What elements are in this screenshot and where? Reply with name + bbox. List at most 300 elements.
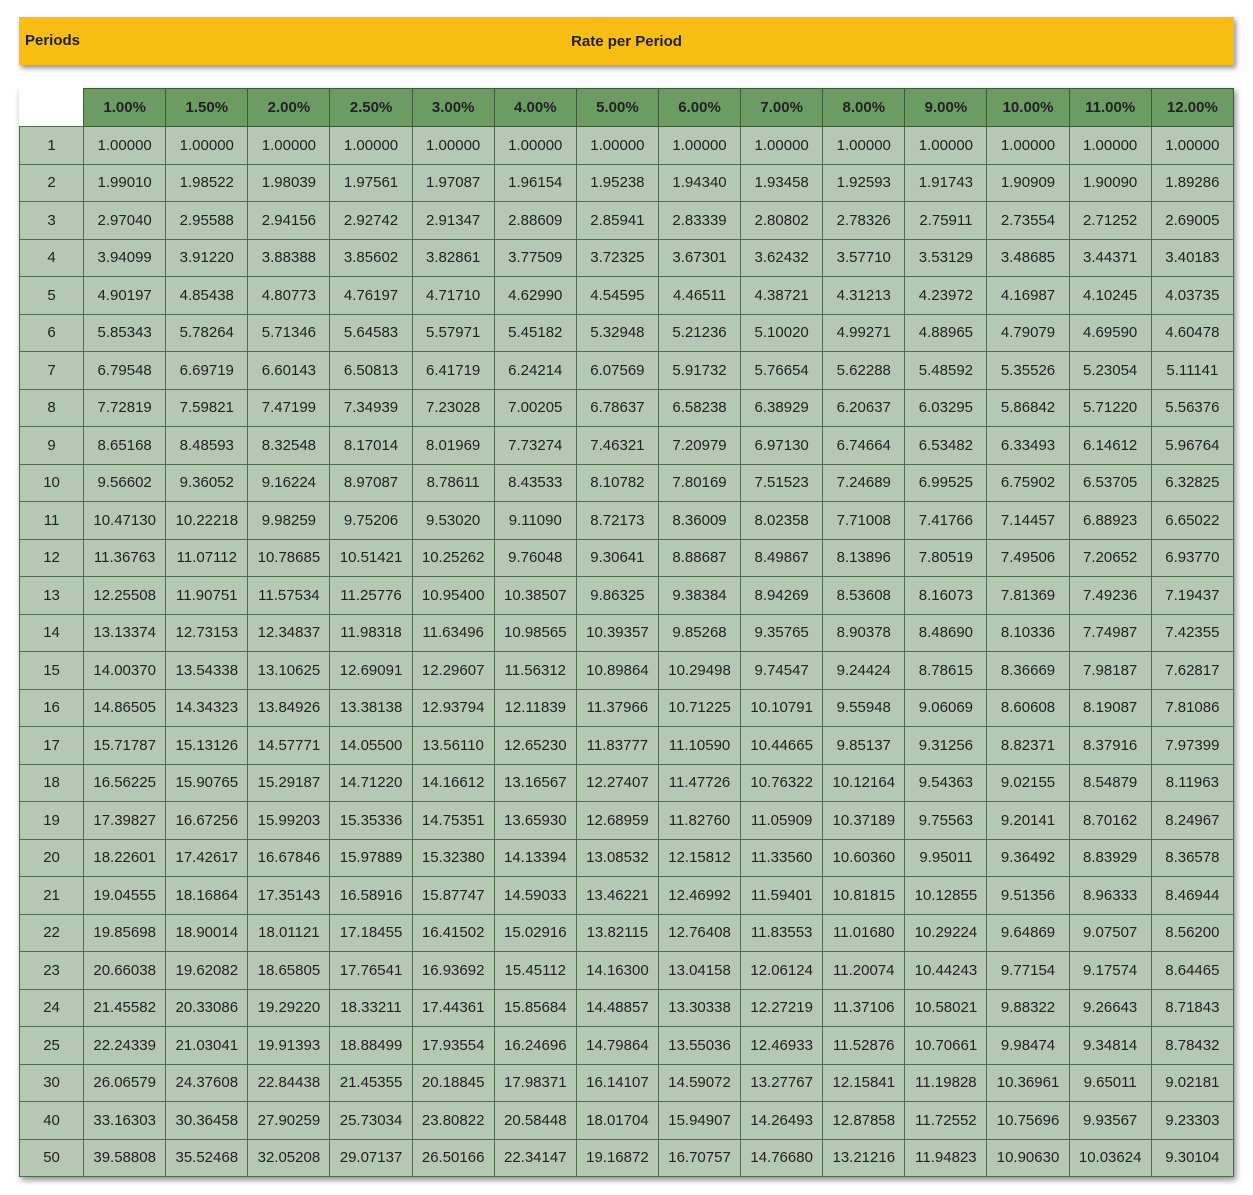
factor-cell: 1.97561	[330, 164, 412, 202]
factor-cell: 5.35526	[987, 352, 1069, 390]
factor-cell: 11.25776	[330, 577, 412, 615]
annuity-table	[19, 88, 1234, 1177]
rate-header-cell: 8.00%	[823, 89, 905, 127]
factor-cell: 10.78685	[248, 539, 330, 577]
factor-cell: 9.55948	[823, 689, 905, 727]
factor-cell: 8.78615	[905, 652, 987, 690]
factor-cell: 7.81086	[1151, 689, 1233, 727]
factor-cell: 9.35765	[741, 614, 823, 652]
factor-cell: 6.53482	[905, 427, 987, 465]
factor-cell: 9.02155	[987, 764, 1069, 802]
factor-cell: 7.49236	[1069, 577, 1151, 615]
factor-cell: 18.22601	[84, 839, 166, 877]
factor-cell: 6.07569	[576, 352, 658, 390]
factor-cell: 20.33086	[166, 989, 248, 1027]
factor-cell: 11.37106	[823, 989, 905, 1027]
factor-cell: 1.00000	[658, 127, 740, 165]
factor-cell: 18.90014	[166, 914, 248, 952]
factor-cell: 4.03735	[1151, 277, 1233, 315]
factor-cell: 9.85268	[658, 614, 740, 652]
factor-cell: 5.23054	[1069, 352, 1151, 390]
factor-cell: 19.16872	[576, 1139, 658, 1177]
factor-cell: 7.46321	[576, 427, 658, 465]
factor-cell: 1.95238	[576, 164, 658, 202]
factor-cell: 3.77509	[494, 239, 576, 277]
factor-cell: 2.88609	[494, 202, 576, 240]
factor-cell: 7.42355	[1151, 614, 1233, 652]
rate-header-cell: 6.00%	[658, 89, 740, 127]
factor-cell: 1.93458	[741, 164, 823, 202]
factor-cell: 9.06069	[905, 689, 987, 727]
period-cell: 22	[20, 914, 84, 952]
period-cell: 8	[20, 389, 84, 427]
factor-cell: 1.94340	[658, 164, 740, 202]
factor-cell: 1.97087	[412, 164, 494, 202]
factor-cell: 11.83777	[576, 727, 658, 765]
factor-cell: 1.00000	[330, 127, 412, 165]
factor-cell: 13.08532	[576, 839, 658, 877]
factor-cell: 6.38929	[741, 389, 823, 427]
factor-cell: 1.00000	[1069, 127, 1151, 165]
factor-cell: 7.34939	[330, 389, 412, 427]
factor-cell: 9.17574	[1069, 952, 1151, 990]
factor-cell: 10.70661	[905, 1027, 987, 1065]
table-row	[20, 727, 1234, 765]
factor-cell: 15.97889	[330, 839, 412, 877]
factor-cell: 17.98371	[494, 1064, 576, 1102]
factor-cell: 9.36492	[987, 839, 1069, 877]
factor-cell: 18.65805	[248, 952, 330, 990]
factor-cell: 15.87747	[412, 877, 494, 915]
factor-cell: 12.15841	[823, 1064, 905, 1102]
table-row	[20, 689, 1234, 727]
factor-cell: 3.72325	[576, 239, 658, 277]
factor-cell: 7.81369	[987, 577, 1069, 615]
factor-cell: 30.36458	[166, 1102, 248, 1140]
factor-cell: 12.27407	[576, 764, 658, 802]
factor-cell: 10.75696	[987, 1102, 1069, 1140]
factor-cell: 6.97130	[741, 427, 823, 465]
factor-cell: 18.88499	[330, 1027, 412, 1065]
factor-cell: 4.60478	[1151, 314, 1233, 352]
factor-cell: 5.62288	[823, 352, 905, 390]
factor-cell: 7.98187	[1069, 652, 1151, 690]
factor-cell: 16.93692	[412, 952, 494, 990]
factor-cell: 3.85602	[330, 239, 412, 277]
factor-cell: 4.99271	[823, 314, 905, 352]
table-row	[20, 577, 1234, 615]
factor-cell: 1.90090	[1069, 164, 1151, 202]
factor-cell: 8.54879	[1069, 764, 1151, 802]
factor-cell: 17.76541	[330, 952, 412, 990]
period-cell: 9	[20, 427, 84, 465]
factor-cell: 2.71252	[1069, 202, 1151, 240]
period-cell: 20	[20, 839, 84, 877]
factor-cell: 13.84926	[248, 689, 330, 727]
factor-cell: 7.51523	[741, 464, 823, 502]
factor-cell: 1.96154	[494, 164, 576, 202]
factor-cell: 15.71787	[84, 727, 166, 765]
factor-cell: 12.68959	[576, 802, 658, 840]
period-cell: 24	[20, 989, 84, 1027]
factor-cell: 14.59033	[494, 877, 576, 915]
table-row	[20, 652, 1234, 690]
factor-cell: 13.38138	[330, 689, 412, 727]
factor-cell: 5.10020	[741, 314, 823, 352]
period-cell: 30	[20, 1064, 84, 1102]
factor-cell: 2.92742	[330, 202, 412, 240]
factor-cell: 11.83553	[741, 914, 823, 952]
factor-cell: 8.01969	[412, 427, 494, 465]
factor-cell: 13.56110	[412, 727, 494, 765]
factor-cell: 8.37916	[1069, 727, 1151, 765]
factor-cell: 14.34323	[166, 689, 248, 727]
factor-cell: 8.43533	[494, 464, 576, 502]
factor-cell: 2.73554	[987, 202, 1069, 240]
factor-cell: 14.71220	[330, 764, 412, 802]
table-row	[20, 539, 1234, 577]
factor-cell: 2.95588	[166, 202, 248, 240]
factor-cell: 8.78611	[412, 464, 494, 502]
factor-cell: 9.76048	[494, 539, 576, 577]
factor-cell: 15.94907	[658, 1102, 740, 1140]
factor-cell: 1.00000	[1151, 127, 1233, 165]
factor-cell: 9.38384	[658, 577, 740, 615]
factor-cell: 6.03295	[905, 389, 987, 427]
factor-cell: 14.13394	[494, 839, 576, 877]
factor-cell: 7.20979	[658, 427, 740, 465]
factor-cell: 3.53129	[905, 239, 987, 277]
factor-cell: 15.32380	[412, 839, 494, 877]
factor-cell: 12.46933	[741, 1027, 823, 1065]
factor-cell: 5.78264	[166, 314, 248, 352]
factor-cell: 13.46221	[576, 877, 658, 915]
rate-header-cell: 7.00%	[741, 89, 823, 127]
factor-cell: 7.80519	[905, 539, 987, 577]
factor-cell: 26.06579	[84, 1064, 166, 1102]
factor-cell: 6.20637	[823, 389, 905, 427]
table-row	[20, 427, 1234, 465]
factor-cell: 4.23972	[905, 277, 987, 315]
table-row	[20, 164, 1234, 202]
period-cell: 40	[20, 1102, 84, 1140]
table-row	[20, 202, 1234, 240]
factor-cell: 1.89286	[1151, 164, 1233, 202]
factor-cell: 12.15812	[658, 839, 740, 877]
factor-cell: 5.21236	[658, 314, 740, 352]
factor-cell: 5.71220	[1069, 389, 1151, 427]
factor-cell: 7.97399	[1151, 727, 1233, 765]
factor-cell: 11.05909	[741, 802, 823, 840]
annuity-table-container	[19, 88, 1234, 1177]
rate-header-cell: 11.00%	[1069, 89, 1151, 127]
factor-cell: 3.40183	[1151, 239, 1233, 277]
factor-cell: 9.98259	[248, 502, 330, 540]
table-row	[20, 314, 1234, 352]
period-cell: 12	[20, 539, 84, 577]
rate-header-row	[20, 89, 1234, 127]
factor-cell: 5.85343	[84, 314, 166, 352]
factor-cell: 10.22218	[166, 502, 248, 540]
factor-cell: 9.64869	[987, 914, 1069, 952]
factor-cell: 8.16073	[905, 577, 987, 615]
factor-cell: 8.19087	[1069, 689, 1151, 727]
factor-cell: 17.42617	[166, 839, 248, 877]
rate-header-cell: 10.00%	[987, 89, 1069, 127]
table-row	[20, 877, 1234, 915]
factor-cell: 13.27767	[741, 1064, 823, 1102]
factor-cell: 12.87858	[823, 1102, 905, 1140]
factor-cell: 7.62817	[1151, 652, 1233, 690]
factor-cell: 4.69590	[1069, 314, 1151, 352]
factor-cell: 13.21216	[823, 1139, 905, 1177]
factor-cell: 2.75911	[905, 202, 987, 240]
factor-cell: 11.33560	[741, 839, 823, 877]
factor-cell: 15.13126	[166, 727, 248, 765]
factor-cell: 8.60608	[987, 689, 1069, 727]
factor-cell: 5.64583	[330, 314, 412, 352]
factor-cell: 9.93567	[1069, 1102, 1151, 1140]
factor-cell: 14.26493	[741, 1102, 823, 1140]
factor-cell: 3.48685	[987, 239, 1069, 277]
table-row	[20, 502, 1234, 540]
factor-cell: 26.50166	[412, 1139, 494, 1177]
factor-cell: 9.23303	[1151, 1102, 1233, 1140]
factor-cell: 14.76680	[741, 1139, 823, 1177]
factor-cell: 8.49867	[741, 539, 823, 577]
factor-cell: 9.31256	[905, 727, 987, 765]
factor-cell: 8.56200	[1151, 914, 1233, 952]
factor-cell: 13.65930	[494, 802, 576, 840]
factor-cell: 1.00000	[166, 127, 248, 165]
factor-cell: 6.99525	[905, 464, 987, 502]
factor-cell: 9.34814	[1069, 1027, 1151, 1065]
factor-cell: 7.41766	[905, 502, 987, 540]
factor-cell: 9.20141	[987, 802, 1069, 840]
factor-cell: 3.91220	[166, 239, 248, 277]
factor-cell: 13.82115	[576, 914, 658, 952]
factor-cell: 12.46992	[658, 877, 740, 915]
table-row	[20, 839, 1234, 877]
factor-cell: 16.70757	[658, 1139, 740, 1177]
factor-cell: 8.11963	[1151, 764, 1233, 802]
period-cell: 17	[20, 727, 84, 765]
factor-cell: 11.36763	[84, 539, 166, 577]
factor-cell: 2.97040	[84, 202, 166, 240]
factor-cell: 5.91732	[658, 352, 740, 390]
factor-cell: 10.29224	[905, 914, 987, 952]
factor-cell: 13.13374	[84, 614, 166, 652]
factor-cell: 9.75206	[330, 502, 412, 540]
factor-cell: 6.78637	[576, 389, 658, 427]
factor-cell: 11.90751	[166, 577, 248, 615]
factor-cell: 8.96333	[1069, 877, 1151, 915]
factor-cell: 8.36669	[987, 652, 1069, 690]
factor-cell: 10.47130	[84, 502, 166, 540]
factor-cell: 8.64465	[1151, 952, 1233, 990]
factor-cell: 11.57534	[248, 577, 330, 615]
factor-cell: 4.62990	[494, 277, 576, 315]
table-body	[20, 127, 1234, 1177]
factor-cell: 12.73153	[166, 614, 248, 652]
factor-cell: 6.88923	[1069, 502, 1151, 540]
factor-cell: 8.48690	[905, 614, 987, 652]
period-cell: 3	[20, 202, 84, 240]
factor-cell: 2.94156	[248, 202, 330, 240]
factor-cell: 25.73034	[330, 1102, 412, 1140]
period-cell: 21	[20, 877, 84, 915]
rate-header-cell: 4.00%	[494, 89, 576, 127]
factor-cell: 10.37189	[823, 802, 905, 840]
factor-cell: 6.50813	[330, 352, 412, 390]
factor-cell: 11.01680	[823, 914, 905, 952]
factor-cell: 7.14457	[987, 502, 1069, 540]
factor-cell: 2.69005	[1151, 202, 1233, 240]
factor-cell: 5.57971	[412, 314, 494, 352]
factor-cell: 10.12164	[823, 764, 905, 802]
factor-cell: 9.07507	[1069, 914, 1151, 952]
factor-cell: 2.85941	[576, 202, 658, 240]
factor-cell: 8.53608	[823, 577, 905, 615]
rate-header-cell: 1.00%	[84, 89, 166, 127]
factor-cell: 16.24696	[494, 1027, 576, 1065]
factor-cell: 10.38507	[494, 577, 576, 615]
table-row	[20, 1139, 1234, 1177]
factor-cell: 6.58238	[658, 389, 740, 427]
rate-per-period-label: Rate per Period	[571, 33, 682, 50]
factor-cell: 1.91743	[905, 164, 987, 202]
factor-cell: 7.73274	[494, 427, 576, 465]
factor-cell: 7.74987	[1069, 614, 1151, 652]
period-cell: 1	[20, 127, 84, 165]
factor-cell: 4.88965	[905, 314, 987, 352]
factor-cell: 4.38721	[741, 277, 823, 315]
factor-cell: 6.60143	[248, 352, 330, 390]
factor-cell: 4.79079	[987, 314, 1069, 352]
factor-cell: 8.65168	[84, 427, 166, 465]
table-row	[20, 952, 1234, 990]
factor-cell: 10.76322	[741, 764, 823, 802]
factor-cell: 9.74547	[741, 652, 823, 690]
table-row	[20, 352, 1234, 390]
factor-cell: 17.44361	[412, 989, 494, 1027]
period-cell: 23	[20, 952, 84, 990]
factor-cell: 9.65011	[1069, 1064, 1151, 1102]
factor-cell: 8.83929	[1069, 839, 1151, 877]
factor-cell: 12.93794	[412, 689, 494, 727]
factor-cell: 19.85698	[84, 914, 166, 952]
factor-cell: 7.59821	[166, 389, 248, 427]
factor-cell: 5.45182	[494, 314, 576, 352]
factor-cell: 8.10782	[576, 464, 658, 502]
factor-cell: 5.86842	[987, 389, 1069, 427]
factor-cell: 21.03041	[166, 1027, 248, 1065]
factor-cell: 11.98318	[330, 614, 412, 652]
factor-cell: 6.69719	[166, 352, 248, 390]
factor-cell: 6.79548	[84, 352, 166, 390]
factor-cell: 5.32948	[576, 314, 658, 352]
factor-cell: 10.25262	[412, 539, 494, 577]
factor-cell: 11.52876	[823, 1027, 905, 1065]
period-cell: 10	[20, 464, 84, 502]
factor-cell: 33.16303	[84, 1102, 166, 1140]
table-row	[20, 239, 1234, 277]
factor-cell: 15.02916	[494, 914, 576, 952]
table-row	[20, 277, 1234, 315]
factor-cell: 10.89864	[576, 652, 658, 690]
factor-cell: 1.98039	[248, 164, 330, 202]
factor-cell: 9.11090	[494, 502, 576, 540]
factor-cell: 2.80802	[741, 202, 823, 240]
factor-cell: 32.05208	[248, 1139, 330, 1177]
factor-cell: 20.18845	[412, 1064, 494, 1102]
factor-cell: 9.24424	[823, 652, 905, 690]
factor-cell: 11.82760	[658, 802, 740, 840]
factor-cell: 39.58808	[84, 1139, 166, 1177]
factor-cell: 14.00370	[84, 652, 166, 690]
table-row	[20, 464, 1234, 502]
factor-cell: 6.32825	[1151, 464, 1233, 502]
factor-cell: 9.36052	[166, 464, 248, 502]
rate-header-cell: 2.50%	[330, 89, 412, 127]
factor-cell: 16.56225	[84, 764, 166, 802]
factor-cell: 9.02181	[1151, 1064, 1233, 1102]
factor-cell: 13.30338	[658, 989, 740, 1027]
period-cell: 19	[20, 802, 84, 840]
factor-cell: 12.25508	[84, 577, 166, 615]
factor-cell: 11.20074	[823, 952, 905, 990]
factor-cell: 21.45582	[84, 989, 166, 1027]
factor-cell: 8.46944	[1151, 877, 1233, 915]
factor-cell: 10.36961	[987, 1064, 1069, 1102]
factor-cell: 22.24339	[84, 1027, 166, 1065]
factor-cell: 6.53705	[1069, 464, 1151, 502]
factor-cell: 5.11141	[1151, 352, 1233, 390]
factor-cell: 3.88388	[248, 239, 330, 277]
factor-cell: 12.65230	[494, 727, 576, 765]
factor-cell: 15.35336	[330, 802, 412, 840]
factor-cell: 8.32548	[248, 427, 330, 465]
factor-cell: 19.91393	[248, 1027, 330, 1065]
factor-cell: 17.35143	[248, 877, 330, 915]
factor-cell: 22.34147	[494, 1139, 576, 1177]
factor-cell: 1.00000	[412, 127, 494, 165]
factor-cell: 13.04158	[658, 952, 740, 990]
factor-cell: 18.33211	[330, 989, 412, 1027]
factor-cell: 9.30641	[576, 539, 658, 577]
factor-cell: 9.26643	[1069, 989, 1151, 1027]
factor-cell: 1.99010	[84, 164, 166, 202]
factor-cell: 6.93770	[1151, 539, 1233, 577]
factor-cell: 3.44371	[1069, 239, 1151, 277]
factor-cell: 4.85438	[166, 277, 248, 315]
period-cell: 6	[20, 314, 84, 352]
factor-cell: 17.93554	[412, 1027, 494, 1065]
factor-cell: 4.80773	[248, 277, 330, 315]
factor-cell: 10.39357	[576, 614, 658, 652]
factor-cell: 13.10625	[248, 652, 330, 690]
factor-cell: 1.00000	[248, 127, 330, 165]
factor-cell: 11.59401	[741, 877, 823, 915]
factor-cell: 10.44243	[905, 952, 987, 990]
factor-cell: 7.00205	[494, 389, 576, 427]
factor-cell: 6.14612	[1069, 427, 1151, 465]
period-cell: 14	[20, 614, 84, 652]
factor-cell: 9.77154	[987, 952, 1069, 990]
factor-cell: 6.24214	[494, 352, 576, 390]
factor-cell: 1.00000	[84, 127, 166, 165]
table-row	[20, 989, 1234, 1027]
